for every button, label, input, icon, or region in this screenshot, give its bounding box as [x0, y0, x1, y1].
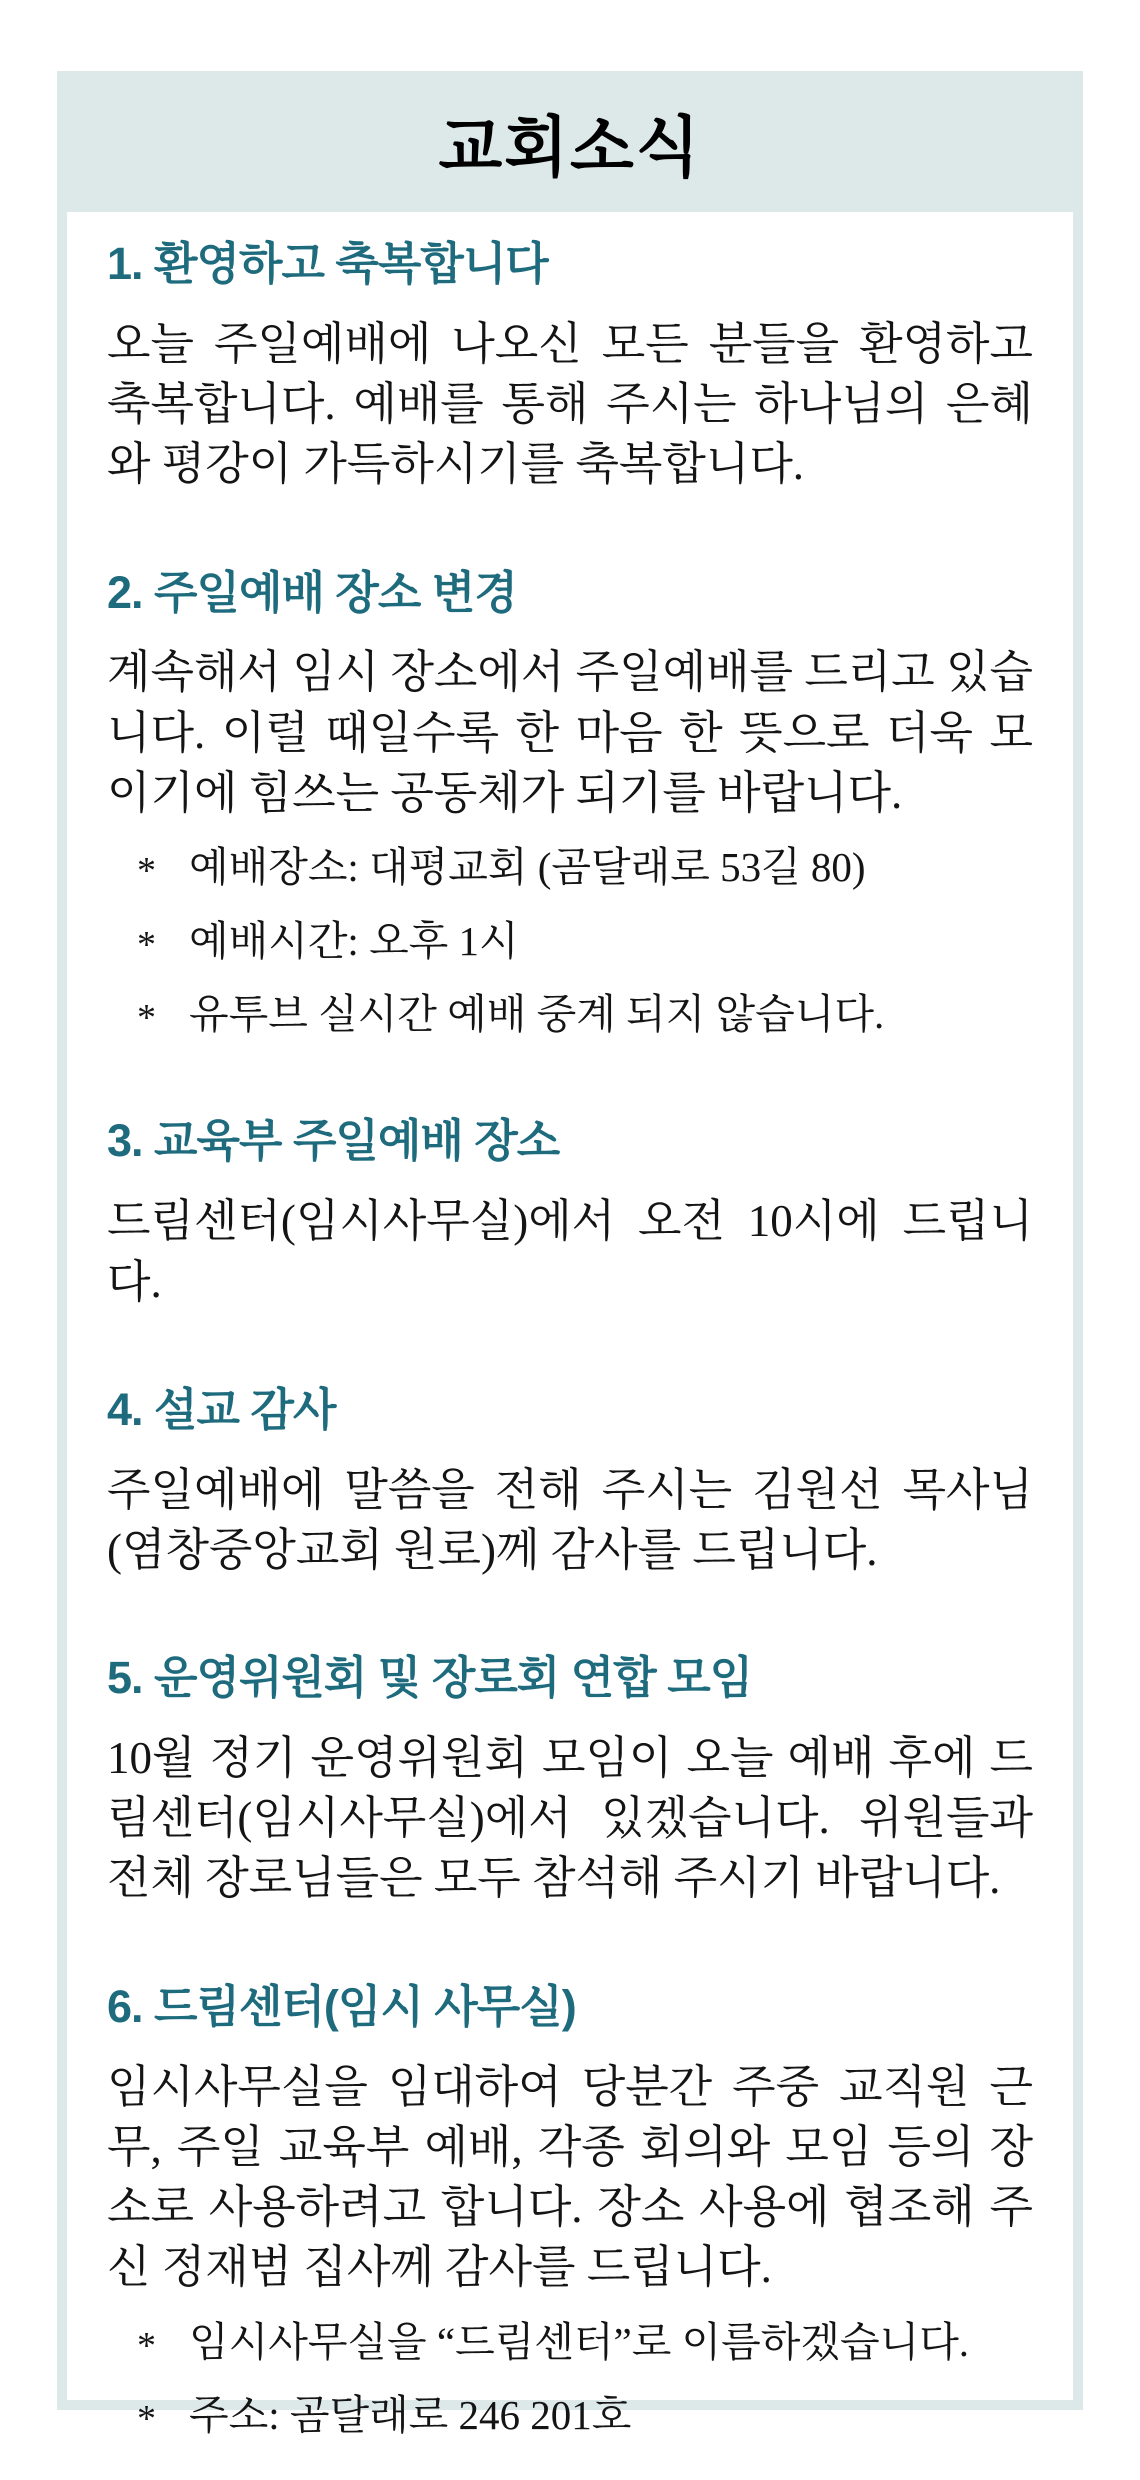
section-paragraph: 주일예배에 말씀을 전해 주시는 김원선 목사님(염창중앙교회 원로)께 감사를 드립니다.: [107, 1464, 1033, 1575]
announcement-section: [107, 1115, 1033, 1311]
section-paragraph: 임시사무실을 임대하여 당분간 주중 교직원 근무, 주일 교육부 예배, 각종 회의와 모임 등의 장소로 사용하려고 합니다. 장소 사용에 협조해 주신 정재범 집사께 감사를 드립니다.: [107, 2061, 1033, 2293]
announcement-section: [107, 1384, 1033, 1580]
bullet-text: 유투브 실시간 예배 중계 되지 않습니다.: [189, 991, 885, 1038]
announcement-section: [107, 1981, 1033, 2445]
announcement-section: [107, 567, 1033, 1044]
bullet-item: [107, 915, 1033, 970]
section-heading: 6. 드림센터(임시 사무실): [107, 1980, 576, 2032]
section-paragraph: 계속해서 임시 장소에서 주일예배를 드리고 있습니다. 이럴 때일수록 한 마음 한 뜻으로 더욱 모이기에 힘쓰는 공동체가 되기를 바랍니다.: [107, 647, 1033, 818]
title-band: [57, 71, 1083, 212]
bullet-marker: *: [137, 923, 156, 966]
bullet-item: [107, 2389, 1033, 2444]
section-paragraph: 오늘 주일예배에 나오신 모든 분들을 환영하고 축복합니다. 예배를 통해 주시는 하나님의 은혜와 평강이 가득하시기를 축복합니다.: [107, 318, 1033, 490]
bullet-text: 예배시간: 오후 1시: [189, 917, 519, 964]
section-heading: 1. 환영하고 축복합니다: [107, 238, 548, 289]
bullet-text: 주소: 곰달래로 246 201호: [189, 2392, 632, 2439]
section-heading: 4. 설교 감사: [107, 1383, 336, 1435]
bullet-marker: *: [137, 850, 156, 893]
section-paragraph: 드림센터(임시사무실)에서 오전 10시에 드립니다.: [107, 1196, 1033, 1307]
bullet-item: [107, 988, 1033, 1043]
announcement-panel: [57, 71, 1083, 2441]
bullet-item: [107, 841, 1033, 896]
announcement-section: [107, 1652, 1033, 1909]
bullet-text: 예배장소: 대평교회 (곰달래로 53길 80): [189, 844, 866, 891]
bullet-marker: *: [137, 997, 156, 1040]
bullet-item: [107, 2316, 1033, 2371]
section-heading: 3. 교육부 주일예배 장소: [107, 1115, 560, 1167]
announcement-section: [107, 238, 1033, 495]
page-title: 교회소식: [438, 110, 702, 184]
bullet-text: 임시사무실을 “드림센터”로 이름하겠습니다.: [189, 2318, 970, 2365]
bullet-marker: *: [137, 2324, 156, 2367]
bullet-marker: *: [137, 2398, 156, 2441]
section-heading: 2. 주일예배 장소 변경: [107, 566, 517, 618]
section-heading: 5. 운영위원회 및 장로회 연합 모임: [107, 1652, 753, 1704]
section-paragraph: 10월 정기 운영위원회 모임이 오늘 예배 후에 드림센터(임시사무실)에서 있겠습니다. 위원들과 전체 장로님들은 모두 참석해 주시기 바랍니다.: [107, 1732, 1033, 1904]
content-box: [67, 212, 1073, 2441]
